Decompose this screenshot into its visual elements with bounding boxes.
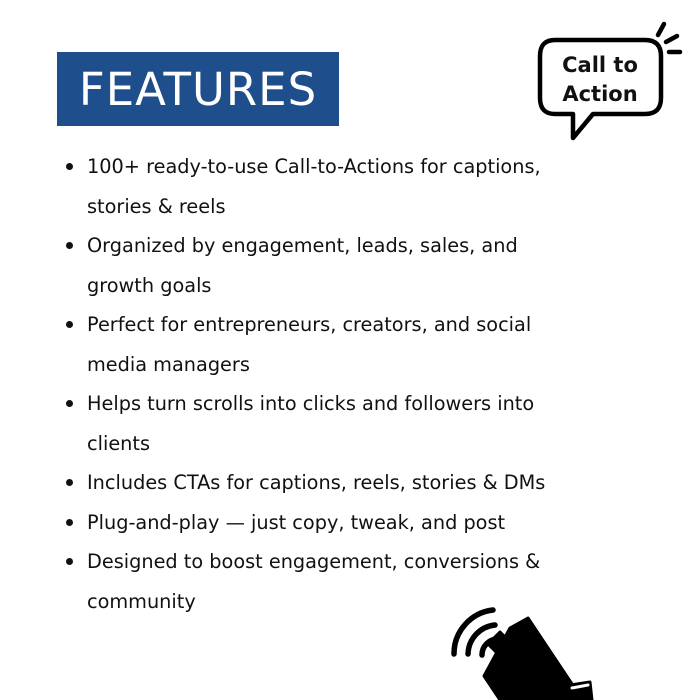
feature-text: Organized by engagement, leads, sales, and growth goals — [87, 234, 518, 297]
feature-item — [62, 147, 582, 226]
feature-item — [62, 503, 582, 543]
title-banner — [57, 52, 339, 126]
call-to-action-label — [542, 51, 658, 109]
feature-item — [62, 226, 582, 305]
bullet-icon — [66, 321, 73, 328]
feature-item — [62, 305, 582, 384]
bullet-icon — [66, 400, 73, 407]
feature-text: Helps turn scrolls into clicks and followers into clients — [87, 392, 535, 455]
megaphone-icon — [440, 598, 640, 700]
feature-list — [62, 147, 582, 621]
bullet-icon — [66, 163, 73, 170]
feature-item — [62, 463, 582, 503]
feature-item — [62, 384, 582, 463]
feature-text: Includes CTAs for captions, reels, stories & DMs — [87, 471, 546, 494]
bullet-icon — [66, 479, 73, 486]
bullet-icon — [66, 242, 73, 249]
bullet-icon — [66, 519, 73, 526]
call-to-action-line-1: Call to — [562, 53, 638, 77]
feature-text: Plug-and-play — just copy, tweak, and post — [87, 510, 506, 534]
feature-text: Designed to boost engagement, conversions & community — [87, 550, 541, 613]
feature-text: Perfect for entrepreneurs, creators, and social media managers — [87, 313, 532, 376]
feature-text: 100+ ready-to-use Call-to-Actions for captions, stories & reels — [87, 155, 541, 218]
bullet-icon — [66, 558, 73, 565]
call-to-action-line-2: Action — [562, 82, 638, 106]
page-title: FEATURES — [78, 62, 318, 116]
